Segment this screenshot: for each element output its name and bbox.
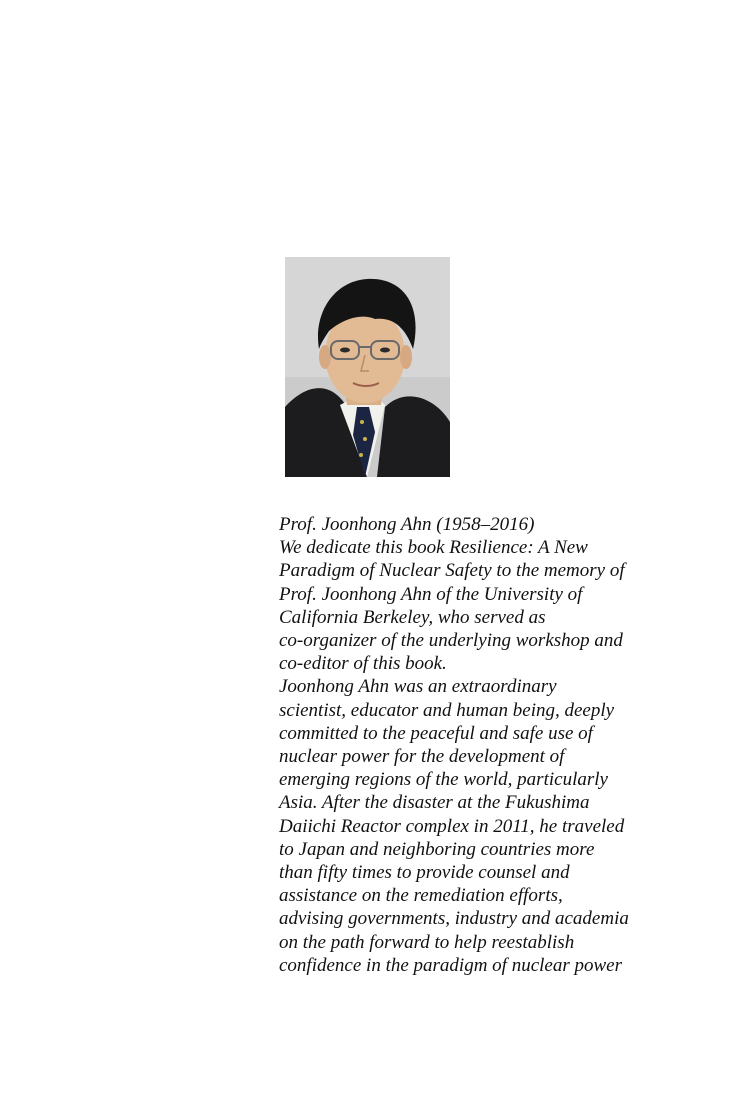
dedication-line: confidence in the paradigm of nuclear power <box>279 954 622 976</box>
portrait-photo <box>285 257 450 477</box>
dedication-line: Joonhong Ahn was an extraordinary <box>279 676 557 698</box>
dedication-line: on the path forward to help reestablish <box>279 931 575 953</box>
dedication-line: California Berkeley, who served as <box>279 606 546 628</box>
dedication-line: Paradigm of Nuclear Safety to the memory of <box>279 560 625 582</box>
dedication-line: Prof. Joonhong Ahn of the University of <box>279 583 583 605</box>
person-photo-icon <box>285 257 450 477</box>
dedication-line: assistance on the remediation efforts, <box>279 885 563 907</box>
dedication-line: emerging regions of the world, particularly <box>279 769 608 791</box>
dedication-line: advising governments, industry and academia <box>279 908 629 930</box>
dedication-line: nuclear power for the development of <box>279 746 565 768</box>
dedication-line: Daiichi Reactor complex in 2011, he traveled <box>279 815 625 837</box>
dedication-line: to Japan and neighboring countries more <box>279 838 595 860</box>
dedication-line: committed to the peaceful and safe use of <box>279 722 593 744</box>
dedication-title: Prof. Joonhong Ahn (1958–2016) <box>279 514 535 535</box>
dedication-text <box>279 513 659 977</box>
dedication-line: than fifty times to provide counsel and <box>279 862 570 884</box>
dedication-line: co-organizer of the underlying workshop and <box>279 630 623 652</box>
dedication-line: Asia. After the disaster at the Fukushima <box>279 792 590 814</box>
dedication-line: We dedicate this book Resilience: A New <box>279 537 588 559</box>
dedication-line: scientist, educator and human being, deeply <box>279 699 615 721</box>
dedication-line: co-editor of this book. <box>279 653 447 675</box>
